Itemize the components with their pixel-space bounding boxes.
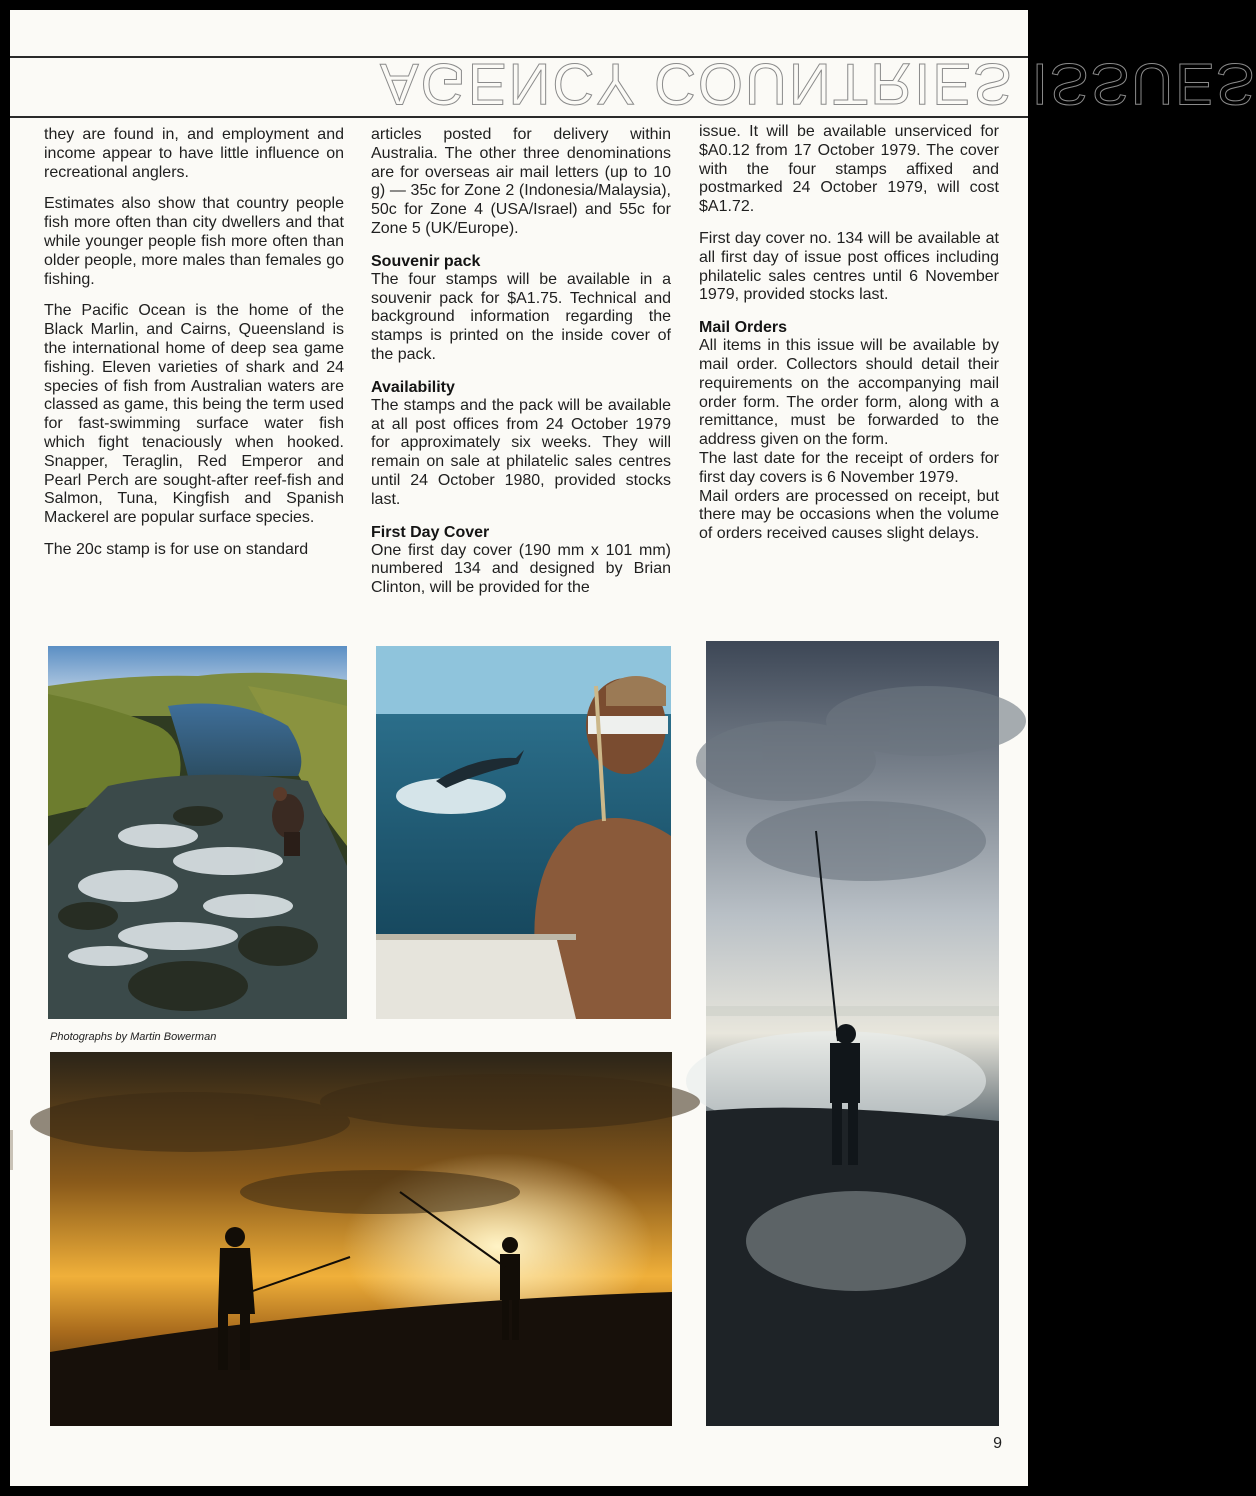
page-edge-mark: [10, 1130, 13, 1170]
paragraph: they are found in, and employment and income appear to have little influence on recreational anglers.: [44, 126, 344, 181]
header-rule-bottom: [10, 116, 1028, 118]
page-number: 9: [993, 1435, 1002, 1452]
photo-surf-fisherman: [706, 641, 999, 1426]
paragraph: The stamps and the pack will be available at all post offices from 24 October 1979 for approximately six weeks. They will remain on sale at philatelic sales centres until 24 October 1980, provided stocks last.: [371, 396, 671, 508]
paragraph: The four stamps will be available in a souvenir pack for $A1.75. Technical and background information regarding the stamps is printed on the inside cover of the pack.: [371, 270, 671, 363]
photo-sunset-anglers: [50, 1052, 672, 1426]
heading-availability: Availability: [371, 378, 455, 396]
paragraph: The last date for the receipt of orders for first day covers is 6 November 1979.: [699, 449, 999, 486]
text-column-1: [44, 126, 344, 573]
paragraph: All items in this issue will be available by mail order. Collectors should detail their requirements on the accompanying mail order form. The order form, along with a remittance, must be forwarded to the address given on the form.: [699, 337, 999, 449]
paragraph: Mail orders are processed on receipt, but there may be occasions when the volume of orders received causes slight delays.: [699, 487, 999, 543]
photo-credit: Photographs by Martin Bowerman: [50, 1031, 217, 1043]
heading-souvenir-pack: Souvenir pack: [371, 252, 481, 270]
paragraph: articles posted for delivery within Australia. The other three denominations are for overseas air mail letters (up to 10 g) — 35c for Zone 2 (Indonesia/Malaysia), 50c for Zone 4 (USA/Israel) and 55c for Zone 5 (UK/Europe).: [371, 126, 671, 237]
paragraph: Estimates also show that country people fish more often than city dwellers and that while younger people fish more often than older people, more males than females go fishing.: [44, 195, 344, 288]
paragraph: The Pacific Ocean is the home of the Black Marlin, and Cairns, Queensland is the international home of deep sea game fishing. Eleven varieties of shark and 24 species of fish from Australian waters are classed as game, this being the term used for fast-swimming surface water fish which fight tenaciously when hooked. Snapper, Teraglin, Red Emperor and Pearl Perch are sought-after reef-fish and Salmon, Tuna, Kingfish and Spanish Mackerel are popular surface species.: [44, 302, 344, 527]
paragraph: issue. It will be available unserviced for $A0.12 from 17 October 1979. The cover with the four stamps affixed and postmarked 24 October 1979, will cost $A1.72.: [699, 123, 999, 216]
running-head-mirrored: AGENCY COUNTRIES ISSUES: [380, 51, 1256, 116]
paragraph: The 20c stamp is for use on standard: [44, 540, 309, 558]
paragraph: First day cover no. 134 will be available at all first day of issue post offices including philatelic sales centres until 6 November 1979, provided stocks last.: [699, 229, 999, 304]
magazine-page: [10, 10, 1256, 1486]
photo-marlin-boat: [376, 646, 671, 1019]
paragraph: One first day cover (190 mm x 101 mm) numbered 134 and designed by Brian Clinton, will be provided for the: [371, 541, 671, 597]
heading-mail-orders: Mail Orders: [699, 319, 788, 337]
heading-first-day-cover: First Day Cover: [371, 523, 490, 541]
text-column-3: [699, 123, 999, 557]
text-column-2: [371, 126, 671, 611]
photo-river-angler: [48, 646, 347, 1019]
